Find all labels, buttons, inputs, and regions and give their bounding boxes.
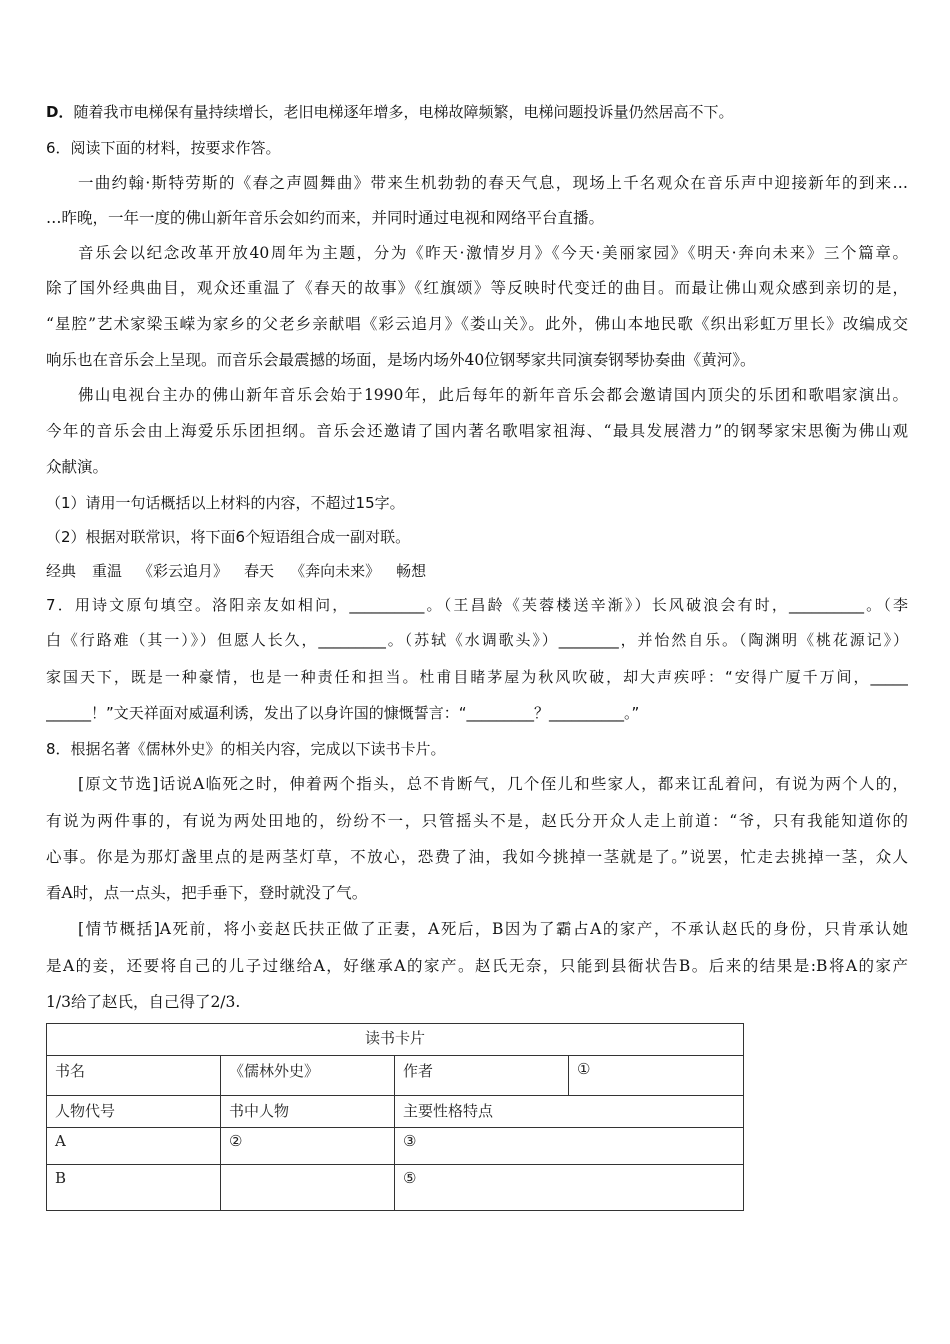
card-book-label: 书名 [47,1056,221,1096]
phrase: 《奔向未来》 [290,562,381,580]
q8-summary-line: 1/3给了赵氏，自己得了2/3. [46,993,241,1011]
q7-line: 家国天下，既是一种豪情，也是一种责任和担当。杜甫目睹茅屋为秋风吹破，却大声疾呼：“安得广厦千万间，_____ [46,668,908,686]
phrase: 《彩云追月》 [138,562,229,580]
q7-line: ______！”文天祥面对威逼利诱，发出了以身许国的慷慨誓言：“_________？__________。” [46,704,640,722]
q6-passage-line: …昨晚，一年一度的佛山新年音乐会如约而来，并同时通过电视和网络平台直播。 [46,209,605,227]
q6-passage-line: 响乐也在音乐会上呈现。而音乐会最震撼的场面，是场内场外40位钢琴家共同演奏钢琴协奏曲《黄河》。 [46,351,756,369]
q8-summary-line: 是A的妾，还要将自己的儿子过继给A，好继承A的家产。赵氏无奈，只能到县衙状告B。后来的结果是:B将A的家产 [46,957,908,975]
q8-excerpt-line: 看A时，点一点头，把手垂下，登时就没了气。 [46,884,368,902]
q6-passage-line: 众献演。 [46,458,109,476]
q6-subquestion-2: （2）根据对联常识，将下面6个短语组合成一副对联。 [46,528,411,546]
q6-phrase-list [46,560,908,582]
phrase: 重温 [92,562,123,580]
card-col-character: 书中人物 [221,1096,395,1128]
q6-passage-line: 音乐会以纪念改革开放40周年为主题，分为《昨天·激情岁月》《今天·美丽家园》《明天·奔向未来》三个篇章。 [78,244,908,262]
q8-excerpt-line: 心事。你是为那灯盏里点的是两茎灯草，不放心，恐费了油，我如今挑掉一茎就是了。”说罢，忙走去挑掉一茎，众人 [46,848,908,866]
q6-heading: 6．阅读下面的材料，按要求作答。 [46,139,281,157]
reading-card-table [46,1023,744,1211]
q6-subquestion-1: （1）请用一句话概括以上材料的内容，不超过15字。 [46,494,405,512]
card-row-b-traits: ⑤ [395,1165,744,1211]
q8-summary-line: [情节概括]A死前，将小妾赵氏扶正做了正妻，A死后，B因为了霸占A的家产，不承认赵氏的身份，只肯承认她 [78,920,908,938]
card-col-traits: 主要性格特点 [395,1096,744,1128]
q6-passage-line: “星腔”艺术家梁玉嵘为家乡的父老乡亲献唱《彩云追月》《娄山关》。此外，佛山本地民歌《织出彩虹万里长》改编成交 [46,315,908,333]
phrase: 春天 [244,562,275,580]
q7-line: 7．用诗文原句填空。洛阳亲友如相问，__________。（王昌龄《芙蓉楼送辛渐》）长风破浪会有时，__________。（李 [46,596,908,614]
q6-passage-line: 除了国外经典曲目，观众还重温了《春天的故事》《红旗颂》等反映时代变迁的曲目。而最让佛山观众感到亲切的是， [46,279,908,297]
card-row-b-character [221,1165,395,1211]
q8-excerpt-line: [原文节选]话说A临死之时，伸着两个指头，总不肯断气，几个侄儿和些家人，都来讧乱着问，有说为两个人的， [78,775,908,793]
option-d-text: 随着我市电梯保有量持续增长，老旧电梯逐年增多，电梯故障频繁，电梯问题投诉量仍然居高不下。 [73,103,734,121]
option-d-label: D． [46,103,74,121]
q6-passage-line: 一曲约翰·斯特劳斯的《春之声圆舞曲》带来生机勃勃的春天气息，现场上千名观众在音乐声中迎接新年的到来… [78,174,908,192]
card-col-code: 人物代号 [47,1096,221,1128]
card-row-a-traits: ③ [395,1128,744,1165]
card-book-value: 《儒林外史》 [221,1056,395,1096]
card-row-a-character: ② [221,1128,395,1165]
q8-excerpt-line: 有说为两件事的，有说为两处田地的，纷纷不一，只管摇头不是，赵氏分开众人走上前道：“爷，只有我能知道你的 [46,812,908,830]
q6-passage-line: 今年的音乐会由上海爱乐乐团担纲。音乐会还邀请了国内著名歌唱家祖海、“最具发展潜力”的钢琴家宋思衡为佛山观 [46,422,908,440]
card-row-a-code: A [47,1128,221,1165]
q8-heading: 8．根据名著《儒林外史》的相关内容，完成以下读书卡片。 [46,740,446,758]
option-d [46,101,908,123]
q7-line: 白《行路难（其一）》）但愿人长久，_________。（苏轼《水调歌头》）________，并怡然自乐。（陶渊明《桃花源记》） [46,631,908,649]
q6-passage-line: 佛山电视台主办的佛山新年音乐会始于1990年，此后每年的新年音乐会都会邀请国内顶尖的乐团和歌唱家演出。 [78,386,908,404]
phrase: 畅想 [396,562,427,580]
card-author-blank: ① [569,1056,744,1096]
card-title: 读书卡片 [47,1024,744,1056]
card-row-b-code: B [47,1165,221,1211]
phrase: 经典 [46,562,77,580]
card-author-label: 作者 [395,1056,569,1096]
